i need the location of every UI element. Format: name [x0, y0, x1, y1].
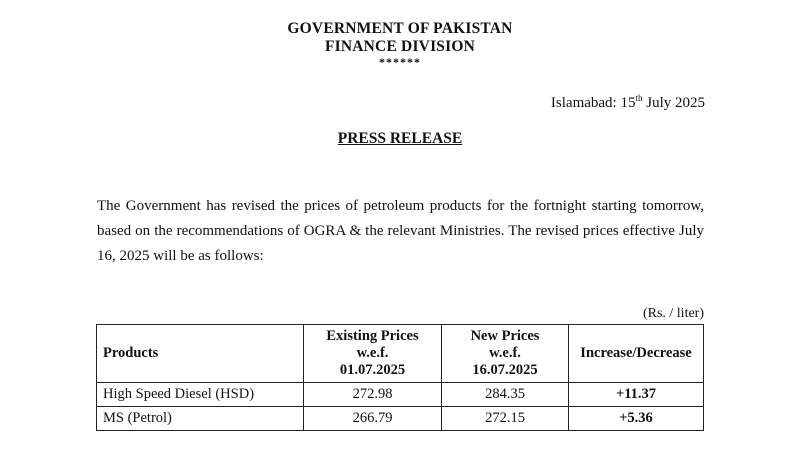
- header-line-government: GOVERNMENT OF PAKISTAN: [287, 20, 513, 37]
- date-line: [551, 93, 705, 112]
- header-asterisks: ******: [379, 55, 421, 69]
- cell-existing-price: 266.79: [304, 407, 442, 431]
- header-new-line2: w.e.f.: [489, 345, 521, 361]
- cell-product: High Speed Diesel (HSD): [97, 383, 304, 407]
- cell-new-price: 284.35: [442, 383, 569, 407]
- table-row: [97, 383, 704, 407]
- header-new-line3: 16.07.2025: [472, 362, 538, 378]
- cell-change: +5.36: [569, 407, 704, 431]
- date-prefix: Islamabad: 15: [550, 95, 636, 111]
- date-ordinal: th: [635, 93, 643, 103]
- header-existing-prices: [304, 325, 442, 383]
- cell-product: MS (Petrol): [97, 407, 304, 431]
- cell-new-price: 272.15: [442, 407, 569, 431]
- cell-change: +11.37: [569, 383, 704, 407]
- header-line-division: FINANCE DIVISION: [324, 38, 476, 55]
- date-suffix: July 2025: [642, 95, 705, 111]
- header-existing-line3: 01.07.2025: [339, 362, 406, 378]
- header-increase-decrease: Increase/Decrease: [569, 325, 704, 383]
- body-paragraph: The Government has revised the prices of petroleum products for the fortnight starting tomorrow, based on the recommendations of OGRA & the relevant Ministries. The revised prices effective July 16, 2025 will be as follows:: [97, 198, 704, 264]
- header-existing-line1: Existing Prices: [326, 328, 419, 344]
- header-existing-line2: w.e.f.: [356, 345, 389, 361]
- table-row: [97, 407, 704, 431]
- header-products: Products: [97, 325, 304, 383]
- table-header-row: [97, 325, 704, 383]
- header-new-line1: New Prices: [470, 328, 540, 344]
- price-table: [96, 324, 704, 431]
- unit-note: (Rs. / liter): [642, 306, 704, 321]
- press-release-title: PRESS RELEASE: [337, 130, 463, 147]
- header-new-prices: [442, 325, 569, 383]
- cell-existing-price: 272.98: [304, 383, 442, 407]
